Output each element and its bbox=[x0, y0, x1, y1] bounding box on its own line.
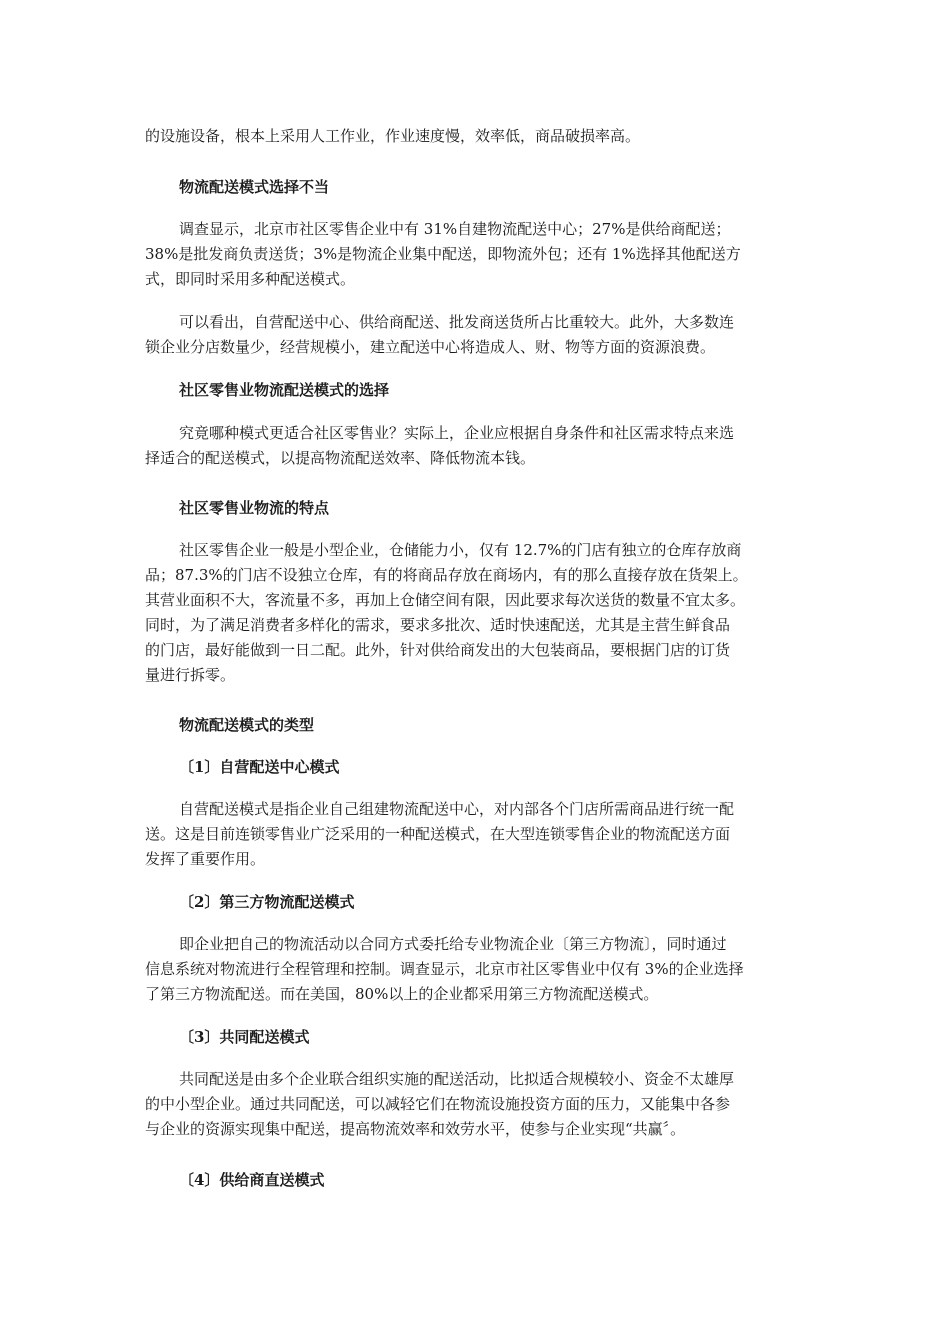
text-line: 调查显示，北京市社区零售企业中有 31%自建物流配送中心；27%是供给商配送； bbox=[179, 220, 731, 238]
heading-improper-mode-selection: 物流配送模式选择不当 bbox=[179, 178, 330, 196]
text-line: 与企业的资源实现集中配送，提高物流效率和效劳水平，使参与企业实现“共赢〞。 bbox=[145, 1120, 686, 1138]
heading-third-party: 〔2〕第三方物流配送模式 bbox=[179, 893, 355, 911]
text-line: 发挥了重要作用。 bbox=[145, 850, 266, 868]
text-line: 的设施设备，根本上采用人工作业，作业速度慢，效率低，商品破损率高。 bbox=[145, 127, 641, 145]
heading-joint-delivery: 〔3〕共同配送模式 bbox=[179, 1028, 310, 1046]
paragraph-third-party bbox=[145, 932, 815, 1007]
paragraph-which-mode bbox=[145, 421, 815, 471]
paragraph-self-operated bbox=[145, 797, 815, 872]
text-line: 的门店，最好能做到一日二配。此外，针对供给商发出的大包装商品，要根据门店的订货 bbox=[145, 641, 731, 659]
text-line: 其营业面积不大，客流量不多，再加上仓储空间有限，因此要求每次送货的数量不宜太多。 bbox=[145, 591, 746, 609]
text-line: 同时，为了满足消费者多样化的需求，要求多批次、适时快速配送，尤其是主营生鲜食品 bbox=[145, 616, 731, 634]
heading-mode-types: 物流配送模式的类型 bbox=[179, 716, 315, 734]
paragraph-intro-tail bbox=[145, 124, 815, 149]
text-line: 送。这是目前连锁零售业广泛采用的一种配送模式，在大型连锁零售企业的物流配送方面 bbox=[145, 825, 731, 843]
heading-supplier-direct: 〔4〕供给商直送模式 bbox=[179, 1171, 325, 1189]
paragraph-analysis bbox=[145, 310, 815, 360]
text-line: 择适合的配送模式，以提高物流配送效率、降低物流本钱。 bbox=[145, 449, 536, 467]
heading-mode-choice: 社区零售业物流配送模式的选择 bbox=[179, 381, 390, 399]
paragraph-characteristics bbox=[145, 538, 815, 688]
text-line: 即企业把自己的物流活动以合同方式委托给专业物流企业〔第三方物流〕，同时通过 bbox=[179, 935, 727, 953]
text-line: 量进行拆零。 bbox=[145, 666, 236, 684]
text-line: 38%是批发商负责送货；3%是物流企业集中配送，即物流外包；还有 1%选择其他配送方 bbox=[145, 245, 741, 263]
text-line: 社区零售企业一般是小型企业，仓储能力小，仅有 12.7%的门店有独立的仓库存放商 bbox=[179, 541, 742, 559]
text-line: 品；87.3%的门店不设独立仓库，有的将商品存放在商场内，有的那么直接存放在货架上。 bbox=[145, 566, 748, 584]
text-line: 信息系统对物流进行全程管理和控制。调查显示，北京市社区零售业中仅有 3%的企业选择 bbox=[145, 960, 744, 978]
text-line: 自营配送模式是指企业自己组建物流配送中心，对内部各个门店所需商品进行统一配 bbox=[179, 800, 735, 818]
text-line: 锁企业分店数量少，经营规模小，建立配送中心将造成人、财、物等方面的资源浪费。 bbox=[145, 338, 716, 356]
heading-characteristics: 社区零售业物流的特点 bbox=[179, 499, 330, 517]
text-line: 共同配送是由多个企业联合组织实施的配送活动，比拟适合规模较小、资金不太雄厚 bbox=[179, 1070, 735, 1088]
text-line: 可以看出，自营配送中心、供给商配送、批发商送货所占比重较大。此外，大多数连 bbox=[179, 313, 735, 331]
paragraph-survey bbox=[145, 217, 815, 292]
text-line: 究竟哪种模式更适合社区零售业？实际上，企业应根据自身条件和社区需求特点来选 bbox=[179, 424, 735, 442]
text-line: 的中小型企业。通过共同配送，可以减轻它们在物流设施投资方面的压力，又能集中各参 bbox=[145, 1095, 731, 1113]
paragraph-joint-delivery bbox=[145, 1067, 815, 1142]
heading-self-operated: 〔1〕自营配送中心模式 bbox=[179, 758, 340, 776]
text-line: 了第三方物流配送。而在美国，80%以上的企业都采用第三方物流配送模式。 bbox=[145, 985, 659, 1003]
text-line: 式，即同时采用多种配送模式。 bbox=[145, 270, 356, 288]
